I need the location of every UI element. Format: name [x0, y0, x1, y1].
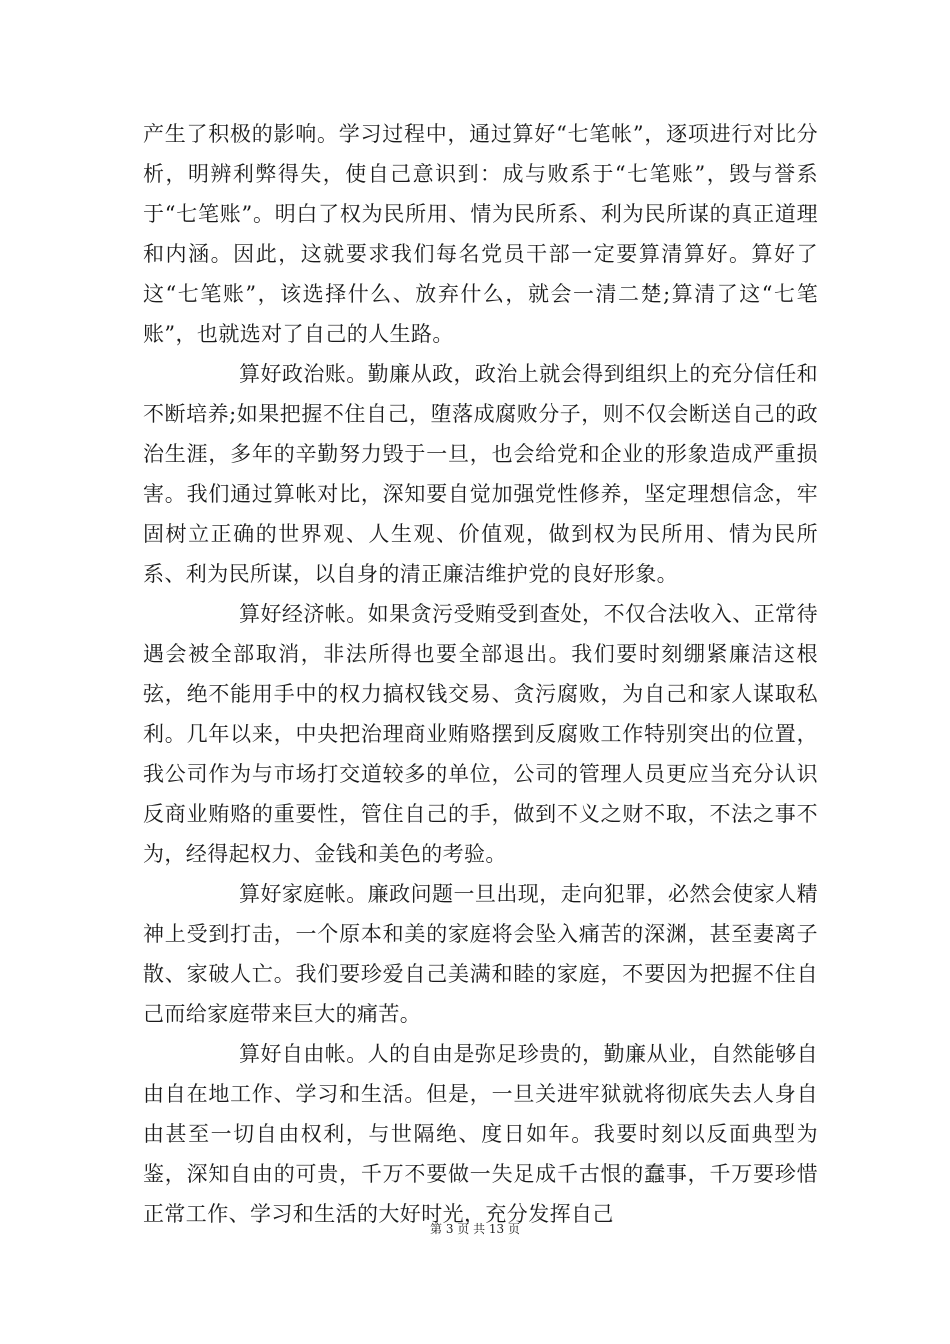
- paragraph-political-account: 算好政治账。勤廉从政，政治上就会得到组织上的充分信任和不断培养;如果把握不住自己，堕落成腐败分子，则不仅会断送自己的政治生涯，多年的辛勤努力毁于一旦，也会给党和企业的形象造成严重损害。我们通过算帐对比，深知要自觉加强党性修养，坚定理想信念，牢固树立正确的世界观、人生观、价值观，做到权为民所用、情为民所系、利为民所谋，以自身的清正廉洁维护党的良好形象。: [143, 362, 818, 586]
- paragraph-freedom-account: 算好自由帐。人的自由是弥足珍贵的，勤廉从业，自然能够自由自在地工作、学习和生活。但是，一旦关进牢狱就将彻底失去人身自由甚至一切自由权利，与世隔绝、度日如年。我要时刻以反面典型为鉴，深知自由的可贵，千万不要做一失足成千古恨的蠢事，千万要珍惜正常工作、学习和生活的大好时光，充分发挥自己: [143, 1042, 818, 1226]
- paragraph-economic-account: 算好经济帐。如果贪污受贿受到查处，不仅合法收入、正常待遇会被全部取消，非法所得也要全部退出。我们要时刻绷紧廉洁这根弦，绝不能用手中的权力搞权钱交易、贪污腐败，为自己和家人谋取私利。几年以来，中央把治理商业贿赂摆到反腐败工作特别突出的位置，我公司作为与市场打交道较多的单位，公司的管理人员更应当充分认识反商业贿赂的重要性，管住自己的手，做到不义之财不取，不法之事不为，经得起权力、金钱和美色的考验。: [143, 602, 818, 866]
- document-body: [143, 114, 818, 1234]
- page-number-footer: 第 3 页 共 13 页: [430, 1222, 520, 1236]
- paragraph-intro: 产生了积极的影响。学习过程中，通过算好“七笔帐”，逐项进行对比分析，明辨利弊得失，使自己意识到：成与败系于“七笔账”，毁与誉系于“七笔账”。明白了权为民所用、情为民所系、利为民所谋的真正道理和内涵。因此，这就要求我们每名党员干部一定要算清算好。算好了这“七笔账”，该选择什么、放弃什么，就会一清二楚;算清了这“七笔账”，也就选对了自己的人生路。: [143, 122, 818, 346]
- paragraph-family-account: 算好家庭帐。廉政问题一旦出现，走向犯罪，必然会使家人精神上受到打击，一个原本和美的家庭将会坠入痛苦的深渊，甚至妻离子散、家破人亡。我们要珍爱自己美满和睦的家庭，不要因为把握不住自己而给家庭带来巨大的痛苦。: [143, 882, 818, 1026]
